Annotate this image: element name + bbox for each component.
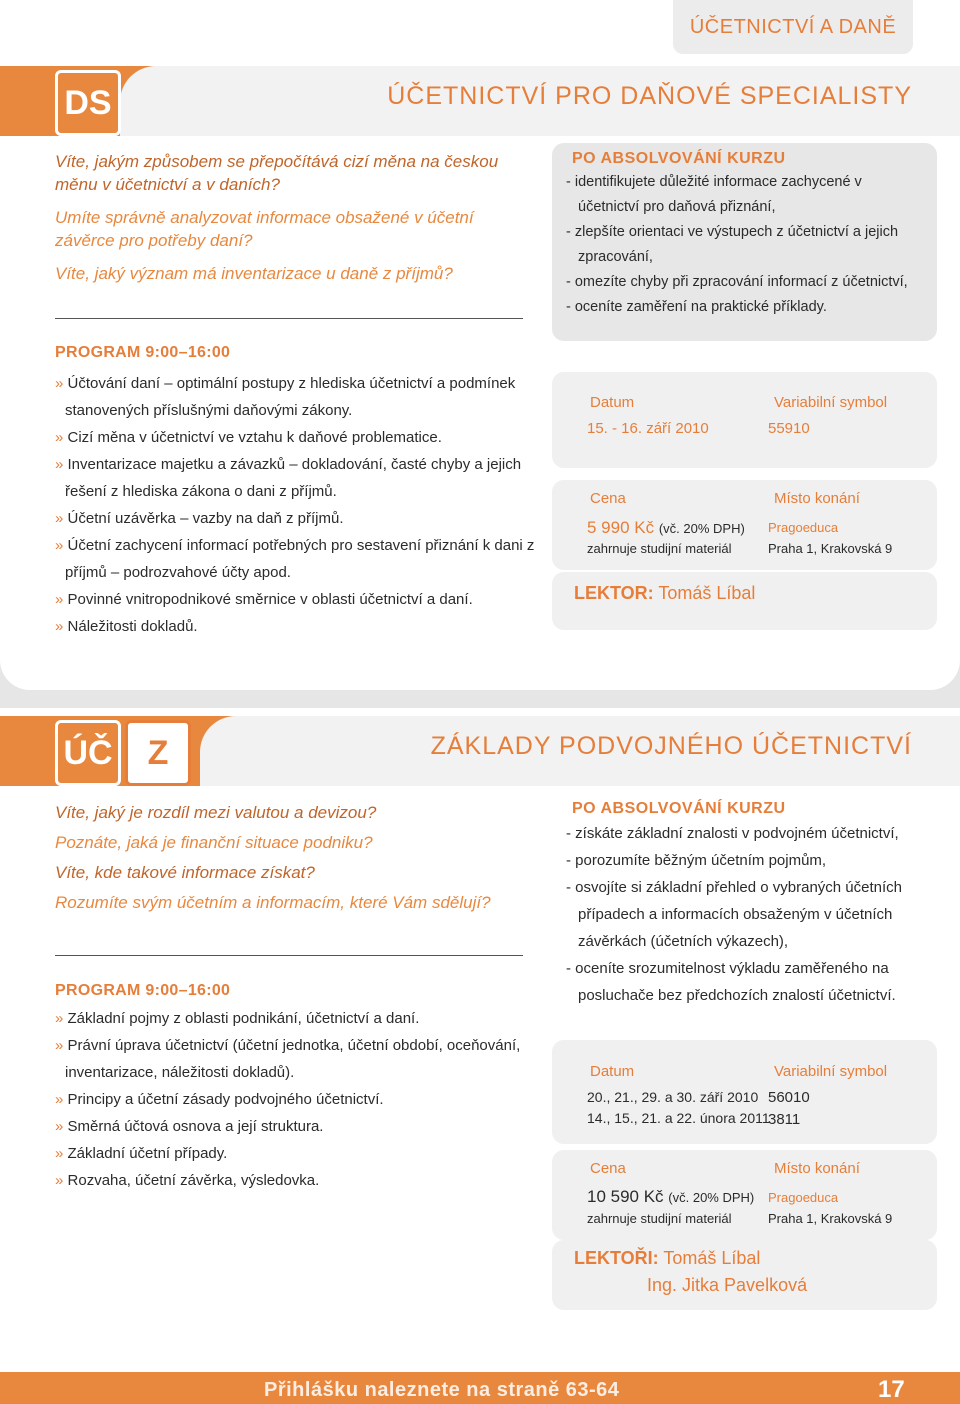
course2-question: Poznáte, jaká je finanční situace podniku? — [55, 833, 373, 852]
list-item: - omezíte chyby při zpracování informací z účetnictví, — [566, 274, 908, 290]
datum-value: 20., 21., 29. a 30. září 2010 — [587, 1089, 759, 1105]
course2-lektor-2: Ing. Jitka Pavelková — [647, 1275, 808, 1295]
cena-note: zahrnuje studijní materiál — [587, 541, 732, 556]
list-item: » Účetní uzávěrka – vazby na daň z příjmů. — [55, 510, 344, 527]
course2-title: ZÁKLADY PODVOJNÉHO ÚČETNICTVÍ — [430, 732, 912, 760]
list-item: » Základní účetní případy. — [55, 1145, 228, 1162]
vs-value: 3811 — [768, 1111, 801, 1128]
vs-value: 56010 — [768, 1089, 810, 1106]
list-item: » Rozvaha, účetní závěrka, výsledovka. — [55, 1172, 320, 1189]
list-item: - identifikujete důležité informace zachycené v účetnictví pro daňová přiznání, — [566, 174, 862, 215]
course1-program-list — [55, 370, 535, 640]
course1-badge: DS — [55, 70, 121, 136]
section-separator-cap — [0, 652, 960, 690]
misto-name: Pragoeduca — [768, 1190, 839, 1205]
cena-value: 10 590 Kč (vč. 20% DPH) — [587, 1187, 755, 1206]
datum-value: 14., 15., 21. a 22. února 2011 — [587, 1110, 770, 1126]
course1-question: Víte, jakým způsobem se přepočítává cizí měna na českou měnu v účetnictví a v daních? — [55, 152, 499, 194]
list-item: - získáte základní znalosti v podvojném účetnictví, — [566, 825, 899, 842]
cena-label: Cena — [590, 1160, 626, 1177]
course1-questions — [55, 150, 515, 295]
course2-questions — [55, 798, 535, 918]
list-item: - oceníte zaměření na praktické příklady. — [566, 299, 827, 315]
course2-lektor: LEKTOŘI: Tomáš Líbal — [574, 1248, 761, 1268]
list-item: » Směrná účtová osnova a její struktura. — [55, 1118, 324, 1135]
course1-title: ÚČETNICTVÍ PRO DAŇOVÉ SPECIALISTY — [387, 82, 912, 110]
list-item: - oceníte srozumitelnost výkladu zaměřeného na posluchače bez předchozích znalostí účetnictví. — [566, 960, 896, 1004]
list-item: - porozumíte běžným účetním pojmům, — [566, 852, 827, 869]
list-item: » Základní pojmy z oblasti podnikání, účetnictví a daní. — [55, 1010, 420, 1027]
datum-value: 15. - 16. září 2010 — [587, 420, 709, 437]
course2-program-title: PROGRAM 9:00–16:00 — [55, 982, 231, 999]
list-item: » Inventarizace majetku a závazků – dokladování, časté chyby a jejich řešení z hlediska zákona o dani z příjmů. — [55, 456, 522, 500]
footer-text: Přihlášku naleznete na straně 63-64 — [264, 1379, 620, 1401]
vs-value: 55910 — [768, 420, 810, 437]
course1-after-list — [566, 170, 926, 320]
list-item: - zlepšíte orientaci ve výstupech z účetnictví a jejich zpracování, — [566, 224, 899, 265]
list-item: » Cizí měna v účetnictví ve vztahu k daňové problematice. — [55, 429, 442, 446]
datum-label: Datum — [590, 1063, 635, 1080]
cena-note: zahrnuje studijní materiál — [587, 1211, 732, 1226]
course2-badge-uc: ÚČ — [55, 720, 121, 786]
course2-program-list — [55, 1005, 535, 1194]
divider — [55, 955, 523, 956]
course2-question: Rozumíte svým účetním a informacím, které Vám sdělují? — [55, 893, 491, 912]
course2-question: Víte, kde takové informace získat? — [55, 863, 315, 882]
page-number: 17 — [878, 1376, 905, 1403]
course2-after-list — [566, 820, 926, 1009]
cena-value: 5 990 Kč (vč. 20% DPH) — [587, 518, 745, 537]
misto-name: Pragoeduca — [768, 520, 839, 535]
course2-after-title: PO ABSOLVOVÁNÍ KURZU — [572, 800, 786, 817]
misto-address: Praha 1, Krakovská 9 — [768, 541, 893, 556]
misto-label: Místo konání — [774, 490, 860, 507]
list-item: » Principy a účetní zásady podvojného účetnictví. — [55, 1091, 384, 1108]
cena-label: Cena — [590, 490, 626, 507]
course2-badge-z: Z — [125, 720, 191, 786]
section-tab: ÚČETNICTVÍ A DANĚ — [673, 0, 913, 54]
course2-question: Víte, jaký je rozdíl mezi valutou a devizou? — [55, 803, 377, 822]
course1-after-title: PO ABSOLVOVÁNÍ KURZU — [572, 150, 786, 167]
list-item: » Účetní zachycení informací potřebných pro sestavení přiznání k dani z příjmů – podrozvahové účty apod. — [55, 537, 535, 581]
vs-label: Variabilní symbol — [774, 1063, 888, 1080]
datum-label: Datum — [590, 394, 635, 411]
course1-program-title: PROGRAM 9:00–16:00 — [55, 344, 231, 361]
list-item: » Účtování daní – optimální postupy z hlediska účetnictví a podmínek stanovených příslušnými daňovými zákony. — [55, 375, 516, 419]
course1-lektor: LEKTOR: Tomáš Líbal — [574, 583, 756, 603]
list-item: - osvojíte si základní přehled o vybraných účetních případech a informacích obsaženým v účetních závěrkách (účetních výkazech), — [566, 879, 903, 950]
list-item: » Povinné vnitropodnikové směrnice v oblasti účetnictví a daní. — [55, 591, 473, 608]
divider — [55, 318, 523, 319]
misto-address: Praha 1, Krakovská 9 — [768, 1211, 893, 1226]
course1-question: Umíte správně analyzovat informace obsažené v účetní závěrce pro potřeby daní? — [55, 208, 474, 250]
list-item: » Náležitosti dokladů. — [55, 618, 198, 635]
vs-label: Variabilní symbol — [774, 394, 888, 411]
course1-question: Víte, jaký význam má inventarizace u daně z příjmů? — [55, 264, 453, 283]
misto-label: Místo konání — [774, 1160, 860, 1177]
list-item: » Právní úprava účetnictví (účetní jednotka, účetní období, oceňování, inventarizace, náležitosti dokladů). — [55, 1037, 521, 1081]
